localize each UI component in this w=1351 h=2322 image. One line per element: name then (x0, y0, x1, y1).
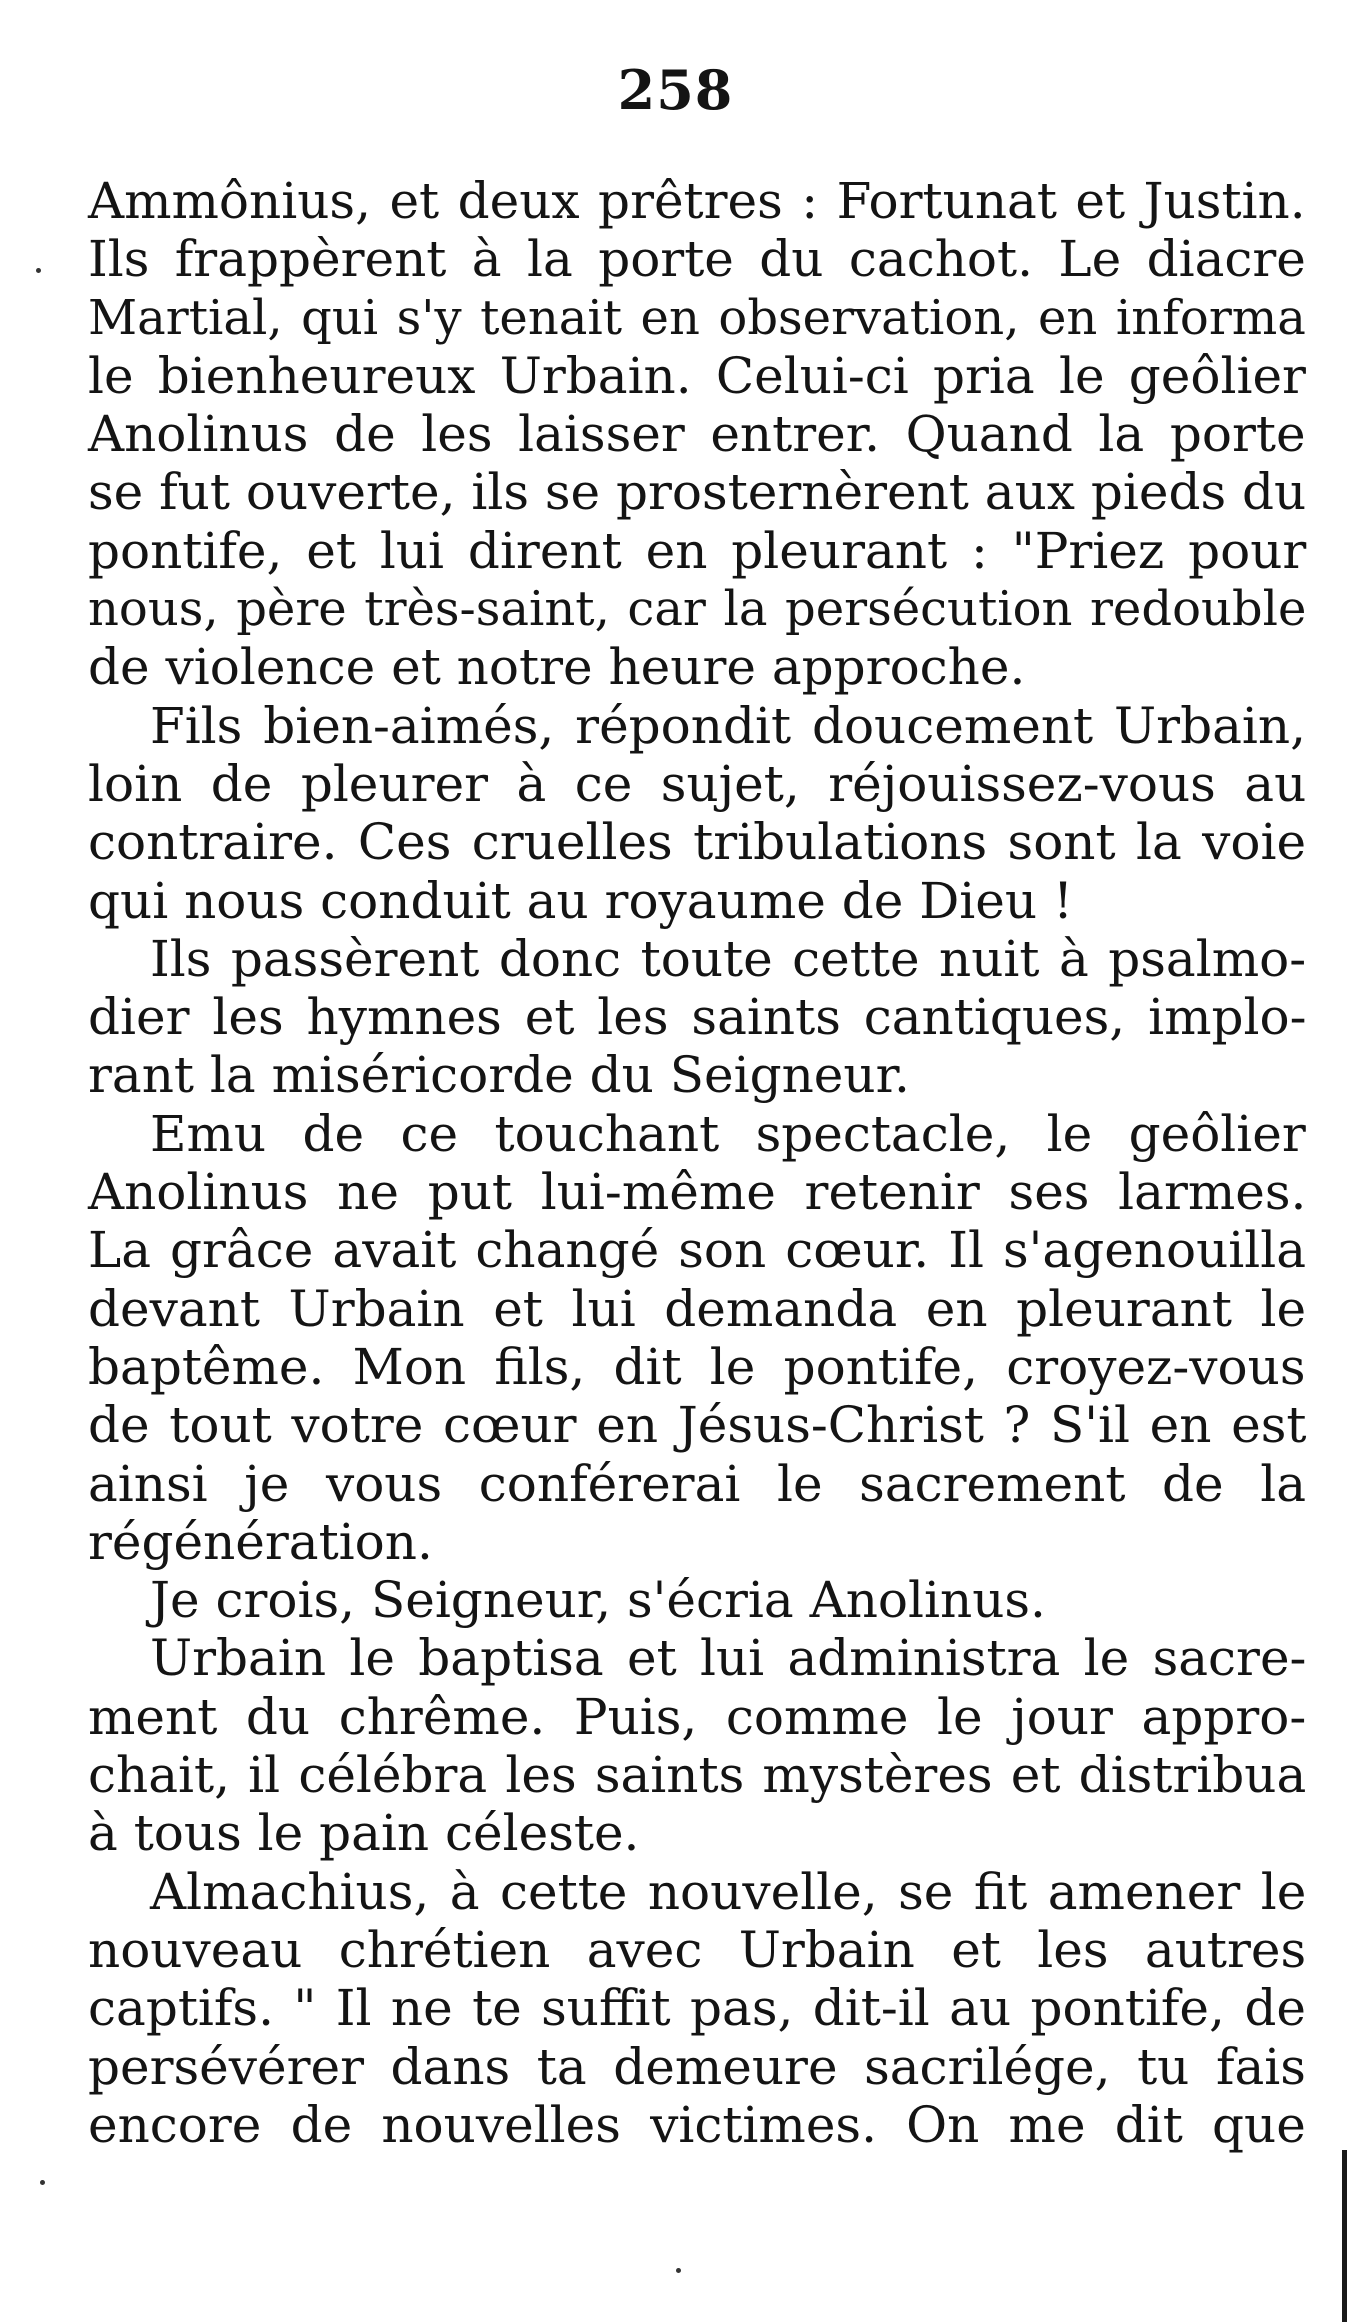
text-line-content: Anolinus de les laisser entrer. Quand la porte (88, 405, 1306, 464)
text-line (88, 1513, 1306, 1571)
text-line (88, 580, 1306, 638)
text-line-content: persévérer dans ta demeure sacrilége, tu fais (88, 2037, 1306, 2096)
text-line-content: pontife, et lui dirent en pleurant : "Priez pour (88, 521, 1307, 580)
text-line (88, 1863, 1306, 1921)
text-line-content: nous, père très-saint, car la persécution redouble (88, 581, 1307, 638)
text-line-content: régénération. (88, 1512, 433, 1571)
text-line (88, 1221, 1306, 1279)
text-line-content: de tout votre cœur en Jésus-Christ ? S'il en est (88, 1396, 1307, 1455)
text-line (88, 1979, 1306, 2037)
text-line (88, 1921, 1306, 1979)
text-line (88, 1163, 1306, 1221)
text-line-content: Martial, qui s'y tenait en observation, en informa (88, 289, 1306, 346)
text-line-content: qui nous conduit au royaume de Dieu ! (88, 871, 1074, 930)
text-line-content: ainsi je vous conférerai le sacrement de la (88, 1454, 1307, 1513)
text-line-content: se fut ouverte, ils se prosternèrent aux pieds du (88, 463, 1307, 522)
text-line-content: dier les hymnes et les saints cantiques, implo- (88, 988, 1307, 1047)
text-line (88, 230, 1306, 288)
text-line (88, 988, 1306, 1046)
text-line-content: le bienheureux Urbain. Celui-ci pria le geôlier (88, 346, 1306, 405)
text-line-content: de violence et notre heure approche. (88, 638, 1026, 697)
text-line (88, 172, 1306, 230)
text-line-content: Ils frappèrent à la porte du cachot. Le diacre (88, 230, 1306, 289)
text-line-content: Fils bien-aimés, répondit doucement Urbain, (150, 696, 1306, 755)
text-line (88, 697, 1306, 755)
text-line (88, 813, 1306, 871)
text-line-content: baptême. Mon fils, dit le pontife, croyez-vous (88, 1337, 1306, 1396)
text-line-content: Ils passèrent donc toute cette nuit à psalmo- (150, 929, 1307, 988)
text-line-content: contraire. Ces cruelles tribulations sont la voie (88, 813, 1307, 872)
text-line-content: Urbain le baptisa et lui administra le sacre- (150, 1629, 1307, 1688)
text-line (88, 1746, 1306, 1804)
text-line (88, 347, 1306, 405)
text-line (88, 2038, 1306, 2096)
text-line (88, 1455, 1306, 1513)
text-line-content: devant Urbain et lui demanda en pleurant le (88, 1279, 1307, 1338)
ink-speck (36, 268, 41, 273)
text-line-content: ment du chrême. Puis, comme le jour appro- (88, 1687, 1307, 1746)
text-line (88, 289, 1306, 347)
text-line-content: à tous le pain céleste. (88, 1804, 640, 1863)
ink-speck (40, 2180, 45, 2185)
text-line-content: loin de pleurer à ce sujet, réjouissez-vous au (88, 754, 1307, 813)
body-text (88, 172, 1306, 2154)
text-line-content: La grâce avait changé son cœur. Il s'agenouilla (88, 1221, 1307, 1280)
text-line (88, 1396, 1306, 1454)
text-line (88, 405, 1306, 463)
page-number: 258 (617, 58, 734, 122)
text-line-content: Anolinus ne put lui-même retenir ses larmes. (88, 1163, 1307, 1222)
text-line-content: Almachius, à cette nouvelle, se fit amener le (150, 1862, 1307, 1921)
text-line (88, 1338, 1306, 1396)
text-line-content: Ammônius, et deux prêtres : Fortunat et Justin. (88, 172, 1306, 230)
text-line-content: captifs. " Il ne te suffit pas, dit-il au pontife, de (88, 1979, 1306, 2038)
text-line (88, 1105, 1306, 1163)
text-line-content: chait, il célébra les saints mystères et distribua (88, 1746, 1307, 1805)
text-line-content: Emu de ce touchant spectacle, le geôlier (150, 1104, 1306, 1163)
text-line-content: encore de nouvelles victimes. On me dit que (88, 2095, 1306, 2154)
ink-speck (676, 2268, 681, 2273)
text-line (88, 1629, 1306, 1687)
text-line (88, 930, 1306, 988)
text-line (88, 1571, 1306, 1629)
text-line (88, 1688, 1306, 1746)
text-line (88, 1046, 1306, 1104)
text-line (88, 872, 1306, 930)
text-line (88, 755, 1306, 813)
text-line (88, 638, 1306, 696)
text-line (88, 463, 1306, 521)
text-line-content: rant la miséricorde du Seigneur. (88, 1046, 910, 1105)
text-line (88, 2096, 1306, 2154)
text-line (88, 1804, 1306, 1862)
text-line (88, 522, 1306, 580)
text-line (88, 1280, 1306, 1338)
text-line-content: Je crois, Seigneur, s'écria Anolinus. (150, 1571, 1046, 1630)
text-line-content: nouveau chrétien avec Urbain et les autres (88, 1920, 1307, 1979)
page-edge-mark (1342, 2150, 1347, 2322)
